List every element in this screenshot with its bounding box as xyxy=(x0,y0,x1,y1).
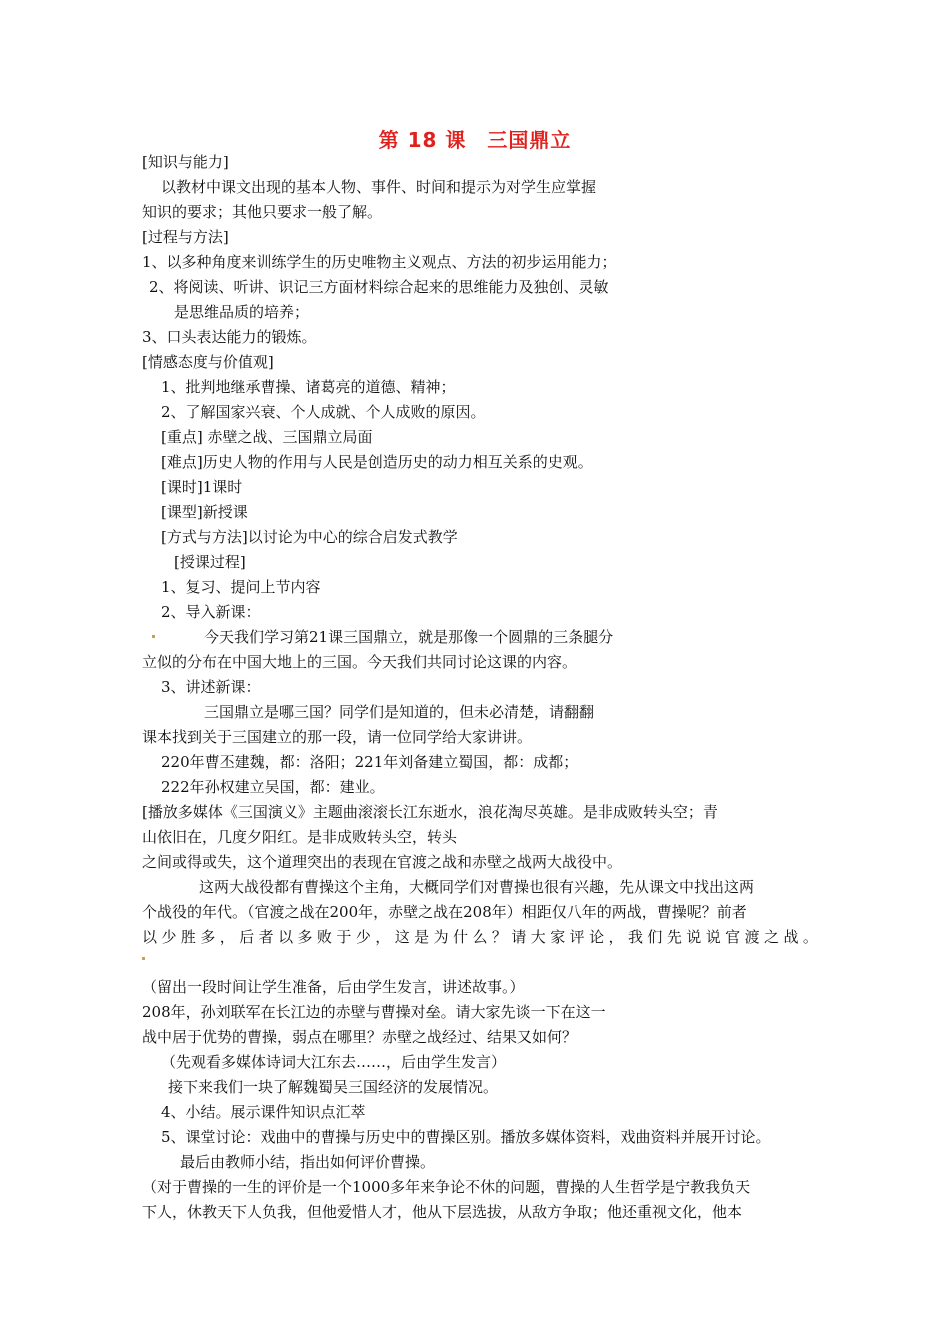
text-line: [播放多媒体《三国演义》主题曲滚滚长江东逝水，浪花淘尽英雄。是非成败转头空；青 xyxy=(142,803,718,821)
stray-mark xyxy=(142,957,145,960)
text-line-key-point: [重点] 赤壁之战、三国鼎立局面 xyxy=(161,428,373,446)
text-line: 2、了解国家兴衰、个人成就、个人成败的原因。 xyxy=(161,403,486,421)
text-line-class-hours: [课时]1课时 xyxy=(161,478,243,496)
text-line: 3、讲述新课： xyxy=(161,678,261,696)
text-line: 以 少 胜 多 ， 后 者 以 多 败 于 少 ， 这 是 为 什 么 ？ 请 大 家 评 论 ， 我 们 先 说 说 官 渡 之 战 。 xyxy=(142,928,818,946)
text-line: 2、将阅读、听讲、识记三方面材料综合起来的思维能力及独创、灵敏 xyxy=(149,278,609,296)
text-line: 222年孙权建立吴国，都：建业。 xyxy=(161,778,385,796)
text-line: 4、小结。展示课件知识点汇萃 xyxy=(161,1103,366,1121)
text-line: 1、批判地继承曹操、诸葛亮的道德、精神； xyxy=(161,378,456,396)
page-title: 第 18 课 三国鼎立 xyxy=(378,128,572,152)
text-line: 课本找到关于三国建立的那一段，请一位同学给大家讲讲。 xyxy=(142,728,533,746)
section-heading-teaching-process: [授课过程] xyxy=(174,553,246,571)
text-line: 是思维品质的培养； xyxy=(174,303,310,321)
text-line: 立似的分布在中国大地上的三国。今天我们共同讨论这课的内容。 xyxy=(142,653,578,671)
text-line: 以教材中课文出现的基本人物、事件、时间和提示为对学生应掌握 xyxy=(161,178,597,196)
text-line: 三国鼎立是哪三国？同学们是知道的，但未必清楚，请翻翻 xyxy=(204,703,595,721)
stray-mark xyxy=(152,635,155,638)
section-heading-values: [情感态度与价值观] xyxy=(142,353,274,371)
text-line: 3、口头表达能力的锻炼。 xyxy=(142,328,317,346)
text-line: 接下来我们一块了解魏蜀吴三国经济的发展情况。 xyxy=(168,1078,499,1096)
text-line: （留出一段时间让学生准备，后由学生发言，讲述故事。） xyxy=(142,978,525,996)
text-line: 最后由教师小结，指出如何评价曹操。 xyxy=(180,1153,436,1171)
text-line-class-type: [课型]新授课 xyxy=(161,503,248,521)
text-line: 208年，孙刘联军在长江边的赤壁与曹操对垒。请大家先谈一下在这一 xyxy=(142,1003,606,1021)
text-line: 这两大战役都有曹操这个主角，大概同学们对曹操也很有兴趣，先从课文中找出这两 xyxy=(199,878,755,896)
text-line: 之间或得或失，这个道理突出的表现在官渡之战和赤壁之战两大战役中。 xyxy=(142,853,623,871)
text-line: 战中居于优势的曹操，弱点在哪里？赤壁之战经过、结果又如何？ xyxy=(142,1028,578,1046)
text-line: 2、导入新课： xyxy=(161,603,261,621)
text-line-difficulty: [难点]历史人物的作用与人民是创造历史的动力相互关系的史观。 xyxy=(161,453,593,471)
text-line: 5、课堂讨论：戏曲中的曹操与历史中的曹操区别。播放多媒体资料，戏曲资料并展开讨论。 xyxy=(161,1128,771,1146)
text-line: 下人，休教天下人负我，但他爱惜人才，他从下层选拔，从敌方争取；他还重视文化，他本 xyxy=(142,1203,743,1221)
text-line: 220年曹丕建魏，都：洛阳；221年刘备建立蜀国，都：成都； xyxy=(161,753,579,771)
text-line: 知识的要求；其他只要求一般了解。 xyxy=(142,203,383,221)
text-line: （对于曹操的一生的评价是一个1000多年来争论不休的问题，曹操的人生哲学是宁教我负天 xyxy=(142,1178,751,1196)
text-line: 山依旧在，几度夕阳红。是非成败转头空，转头 xyxy=(142,828,458,846)
section-heading-process: [过程与方法] xyxy=(142,228,229,246)
text-line: 1、以多种角度来训练学生的历史唯物主义观点、方法的初步运用能力； xyxy=(142,253,617,271)
text-line: 1、复习、提问上节内容 xyxy=(161,578,321,596)
text-line: 今天我们学习第21课三国鼎立，就是那像一个圆鼎的三条腿分 xyxy=(204,628,614,646)
text-line: （先观看多媒体诗词大江东去……，后由学生发言） xyxy=(161,1053,507,1071)
section-heading-knowledge: [知识与能力] xyxy=(142,153,229,171)
text-line-method: [方式与方法]以讨论为中心的综合启发式教学 xyxy=(161,528,458,546)
text-line: 个战役的年代。（官渡之战在200年，赤壁之战在208年）相距仅八年的两战，曹操呢？前者 xyxy=(142,903,747,921)
